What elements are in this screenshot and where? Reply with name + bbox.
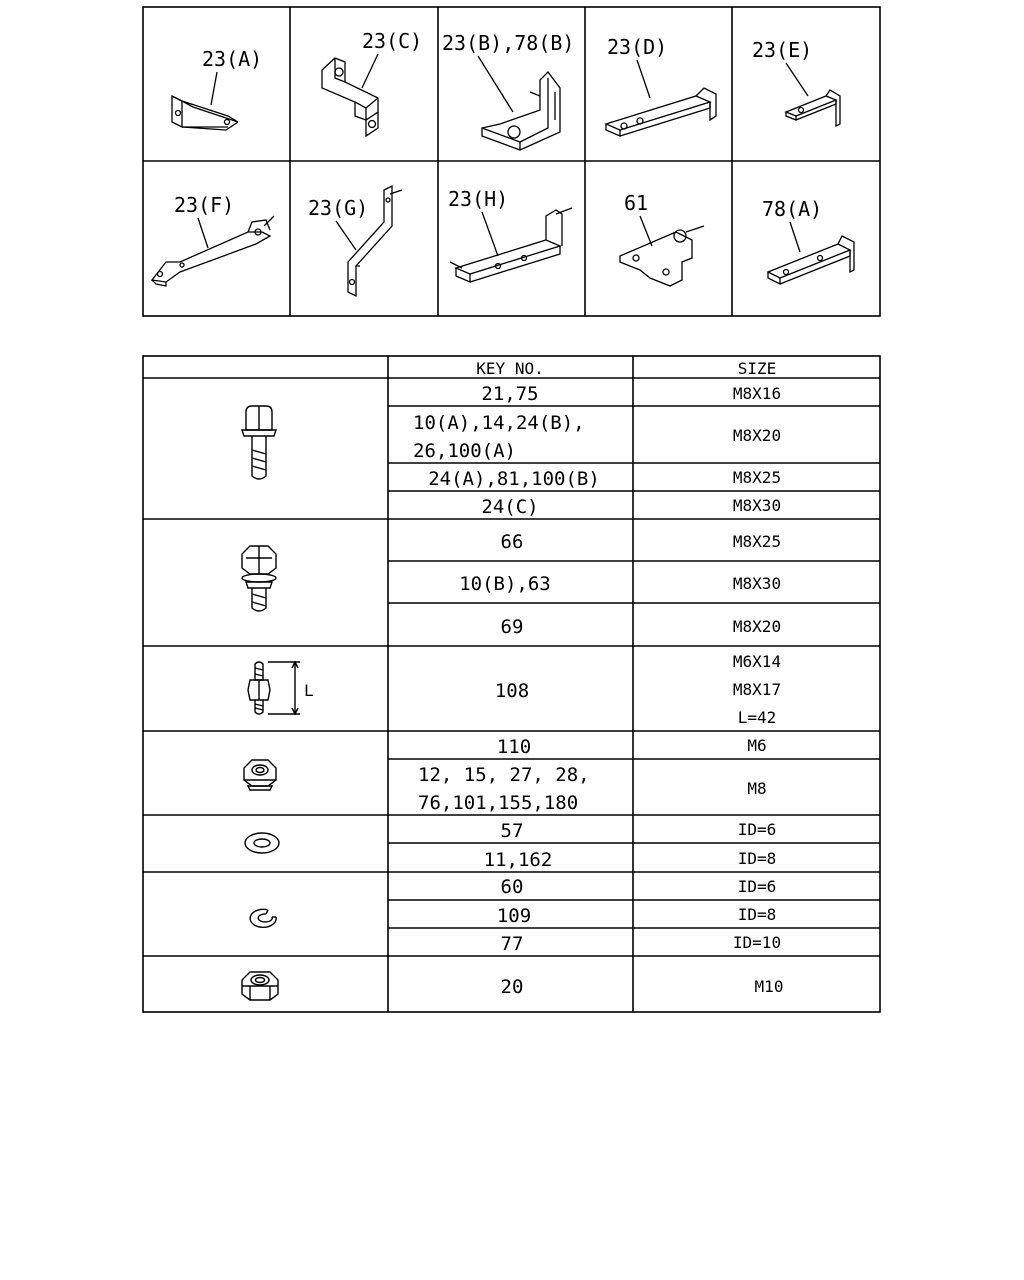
key-no: 108 bbox=[494, 680, 530, 702]
size-value: M8X25 bbox=[732, 532, 782, 551]
key-no: 109 bbox=[496, 905, 532, 927]
bracket-label: 23(E) bbox=[752, 38, 813, 62]
size-value: M10 bbox=[754, 977, 784, 996]
bracket-label: 23(B),78(B) bbox=[442, 31, 575, 55]
fastener-table bbox=[0, 340, 1024, 1020]
size-value: ID=6 bbox=[737, 877, 777, 896]
key-no: 26,100(A) bbox=[413, 440, 516, 462]
bracket-label: 23(A) bbox=[202, 47, 263, 71]
key-no: 10(B),63 bbox=[459, 573, 551, 595]
bracket-label: 78(A) bbox=[762, 197, 823, 221]
bracket-23f bbox=[152, 193, 274, 286]
size-value: ID=10 bbox=[732, 933, 782, 952]
key-no: 77 bbox=[500, 933, 524, 955]
bracket-label: 61 bbox=[624, 191, 649, 215]
bracket-label: 23(C) bbox=[362, 29, 423, 53]
size-value: M8X20 bbox=[732, 617, 782, 636]
key-no: 60 bbox=[500, 876, 524, 898]
size-value: ID=8 bbox=[737, 905, 777, 924]
bracket-label: 23(H) bbox=[448, 187, 509, 211]
key-no: 57 bbox=[500, 820, 524, 842]
size-value: ID=6 bbox=[737, 820, 777, 839]
size-value: ID=8 bbox=[737, 849, 777, 868]
bracket-label: 23(D) bbox=[607, 35, 668, 59]
size-value: L=42 bbox=[737, 708, 777, 727]
size-value: M8X25 bbox=[732, 468, 782, 487]
size-value: M8X30 bbox=[732, 574, 782, 593]
snap-ring-icon bbox=[250, 909, 276, 927]
key-no: 20 bbox=[500, 976, 524, 998]
key-no: 66 bbox=[500, 531, 524, 553]
bracket-78a bbox=[762, 197, 854, 284]
bracket-23e bbox=[752, 38, 840, 126]
bracket-23c bbox=[322, 29, 422, 136]
bracket-61 bbox=[620, 191, 704, 286]
bracket-23g bbox=[308, 186, 402, 296]
bracket-23b-78b bbox=[442, 31, 574, 150]
key-no: 10(A),14,24(B), bbox=[413, 412, 585, 434]
bracket-23a bbox=[172, 47, 262, 130]
plain-washer-icon bbox=[245, 833, 279, 853]
size-header: SIZE bbox=[737, 359, 777, 378]
bracket-23d bbox=[606, 35, 716, 136]
hex-nut-icon bbox=[242, 972, 278, 1000]
size-value: M8X17 bbox=[732, 680, 782, 699]
size-value: M8X16 bbox=[732, 384, 782, 403]
size-value: M8X30 bbox=[732, 496, 782, 515]
key-no: 21,75 bbox=[481, 383, 539, 405]
flange-nut-icon bbox=[244, 760, 276, 790]
size-value: M6 bbox=[747, 736, 767, 755]
bracket-23h bbox=[448, 187, 572, 282]
size-value: M8 bbox=[747, 779, 767, 798]
bracket-label: 23(F) bbox=[174, 193, 235, 217]
size-value: M6X14 bbox=[732, 652, 782, 671]
key-no-header: KEY NO. bbox=[476, 359, 544, 378]
washer-bolt-icon bbox=[242, 546, 276, 611]
stud-bolt-icon bbox=[248, 662, 300, 714]
bracket-label: 23(G) bbox=[308, 196, 369, 220]
size-value: M8X20 bbox=[732, 426, 782, 445]
bracket-grid bbox=[0, 0, 1024, 330]
key-no: 12, 15, 27, 28, bbox=[418, 764, 590, 786]
key-no: 11,162 bbox=[483, 849, 553, 871]
key-no: 69 bbox=[500, 616, 524, 638]
key-no: 24(C) bbox=[481, 496, 539, 518]
key-no: 110 bbox=[496, 736, 532, 758]
key-no: 76,101,155,180 bbox=[418, 792, 579, 814]
stud-length-label: L bbox=[304, 681, 314, 700]
key-no: 24(A),81,100(B) bbox=[428, 468, 600, 490]
flange-bolt-icon bbox=[242, 406, 276, 479]
